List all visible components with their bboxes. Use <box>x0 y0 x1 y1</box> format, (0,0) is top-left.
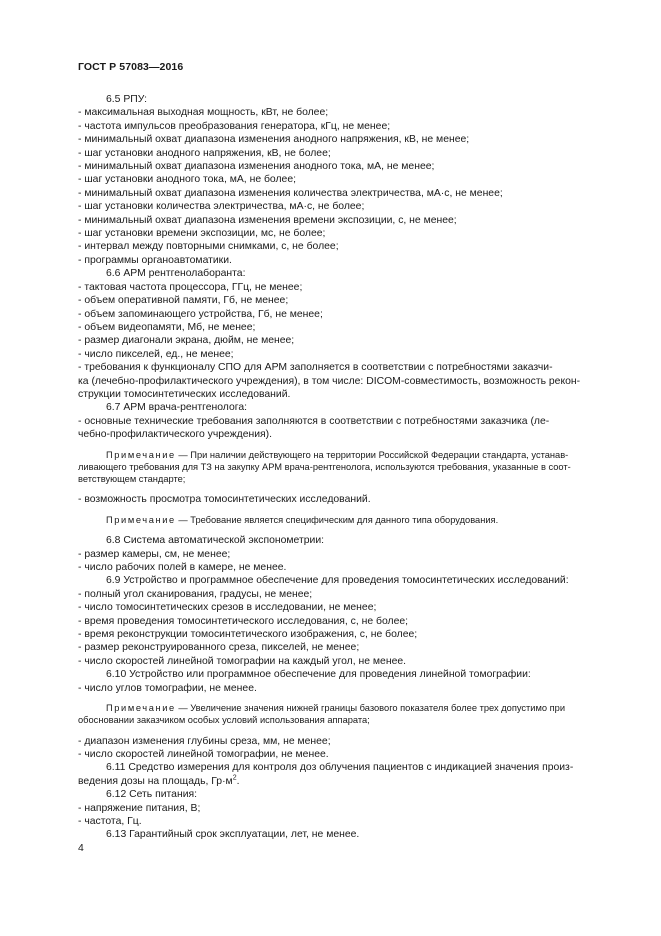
list-6-6 <box>78 281 613 402</box>
list-item-continuation: ка (лечебно-профилактического учреждения), в том числе: DICOM-совместимость, возможность рекон- <box>78 375 581 387</box>
section-title-6-12: 6.12 Сеть питания: <box>106 789 198 801</box>
list-item: - основные технические требования заполняются в соответствии с потребностями заказчика (ле- <box>78 415 550 427</box>
section-6-11-text: ведения дозы на площадь, Гр·м <box>78 775 233 787</box>
list-item: - шаг установки анодного напряжения, кВ, не более; <box>78 147 331 159</box>
section-title-6-10: 6.10 Устройство или программное обеспечение для проведения линейной томографии: <box>106 669 531 681</box>
note-label: Примечание <box>106 449 176 460</box>
section-title-6-9: 6.9 Устройство и программное обеспечение для проведения томосинтетических исследований: <box>106 575 569 587</box>
list-item: - число скоростей линейной томографии на каждый угол, не менее. <box>78 655 407 667</box>
section-title-6-7: 6.7 АРМ врача-рентгенолога: <box>106 402 247 414</box>
note-label: Примечание <box>106 514 176 525</box>
list-item: - минимальный охват диапазона изменения времени экспозиции, с, не менее; <box>78 214 457 226</box>
note-block-3 <box>78 702 613 727</box>
list-item: - минимальный охват диапазона изменения анодного напряжения, кВ, не менее; <box>78 134 470 146</box>
note-text: ливающего требования для ТЗ на закупку АРМ врача-рентгенолога, используются требования, указанные в соот- <box>78 461 571 472</box>
list-item: - полный угол сканирования, градусы, не менее; <box>78 588 313 600</box>
document-header: ГОСТ Р 57083—2016 <box>78 61 184 73</box>
section-title-6-11: 6.11 Средство измерения для контроля доз облучения пациентов с индикацией значения произ- <box>106 762 574 774</box>
page-content <box>78 93 613 842</box>
note-text: — Требование является специфическим для данного типа оборудования. <box>178 514 499 525</box>
list-item-continuation: чебно-профилактического учреждения). <box>78 429 273 441</box>
list-item: - число пикселей, ед., не менее; <box>78 348 234 360</box>
list-item: - частота импульсов преобразования генератора, кГц, не менее; <box>78 120 391 132</box>
section-title-6-13: 6.13 Гарантийный срок эксплуатации, лет, не менее. <box>106 829 360 841</box>
list-item: - число рабочих полей в камере, не менее. <box>78 561 287 573</box>
section-title-6-6: 6.6 АРМ рентгенолаборанта: <box>106 268 246 280</box>
list-item: - минимальный охват диапазона изменения количества электричества, мА·с, не менее; <box>78 187 503 199</box>
section-title-6-5: 6.5 РПУ: <box>106 94 147 105</box>
list-item: - объем запоминающего устройства, Гб, не менее; <box>78 308 323 320</box>
list-item: - размер диагонали экрана, дюйм, не менее; <box>78 335 295 347</box>
list-item: - максимальная выходная мощность, кВт, не более; <box>78 107 329 119</box>
section-title-6-8: 6.8 Система автоматической экспонометрии: <box>106 535 325 547</box>
list-item: - шаг установки времени экспозиции, мс, не более; <box>78 228 326 240</box>
page-number: 4 <box>78 843 84 854</box>
note-text: — При наличии действующего на территории Российской Федерации стандарта, устанав- <box>178 449 569 460</box>
note-block-1 <box>78 449 613 486</box>
list-item: - шаг установки анодного тока, мА, не более; <box>78 174 296 186</box>
section-6-11-continuation <box>78 775 613 788</box>
note-label: Примечание <box>106 703 176 714</box>
note-text: ветствующем стандарте; <box>78 474 186 485</box>
list-item: - минимальный охват диапазона изменения анодного тока, мА, не менее; <box>78 161 435 173</box>
list-item: - объем оперативной памяти, Гб, не менее; <box>78 295 289 307</box>
list-6-5 <box>78 106 613 267</box>
list-item: - требования к функционалу СПО для АРМ заполняется в соответствии с потребностями заказчи- <box>78 362 553 374</box>
list-item: - число скоростей линейной томографии, не менее. <box>78 749 329 761</box>
note-block-2 <box>78 514 613 526</box>
list-item: - размер реконструированного среза, пикселей, не менее; <box>78 642 360 654</box>
superscript: 2 <box>232 774 237 782</box>
list-item: - время проведения томосинтетического исследования, с, не более; <box>78 615 409 627</box>
list-item: - шаг установки количества электричества, мА·с, не более; <box>78 201 365 213</box>
list-item: - время реконструкции томосинтетического изображения, с, не более; <box>78 629 418 640</box>
note-text: — Увеличение значения нижней границы базового показателя более трех допустимо при <box>178 703 566 714</box>
list-item-continuation: струкции томосинтетических исследований. <box>78 388 291 400</box>
list-item: - частота, Гц. <box>78 816 142 828</box>
list-item: - напряжение питания, В; <box>78 802 201 814</box>
list-item: - программы органоавтоматики. <box>78 254 232 266</box>
list-item: - интервал между повторными снимками, с, не более; <box>78 241 339 253</box>
list-item: - диапазон изменения глубины среза, мм, не менее; <box>78 735 331 747</box>
list-item: - тактовая частота процессора, ГГц, не менее; <box>78 281 303 293</box>
period: . <box>236 775 240 787</box>
list-item: - число томосинтетических срезов в исследовании, не менее; <box>78 602 377 614</box>
list-item: - объем видеопамяти, Мб, не менее; <box>78 321 256 333</box>
list-item: - размер камеры, см, не менее; <box>78 548 231 560</box>
note-text: обосновании заказчиком особых условий использования аппарата; <box>78 715 370 726</box>
list-item: - число углов томографии, не менее. <box>78 682 257 694</box>
list-item: - возможность просмотра томосинтетических исследований. <box>78 494 371 506</box>
